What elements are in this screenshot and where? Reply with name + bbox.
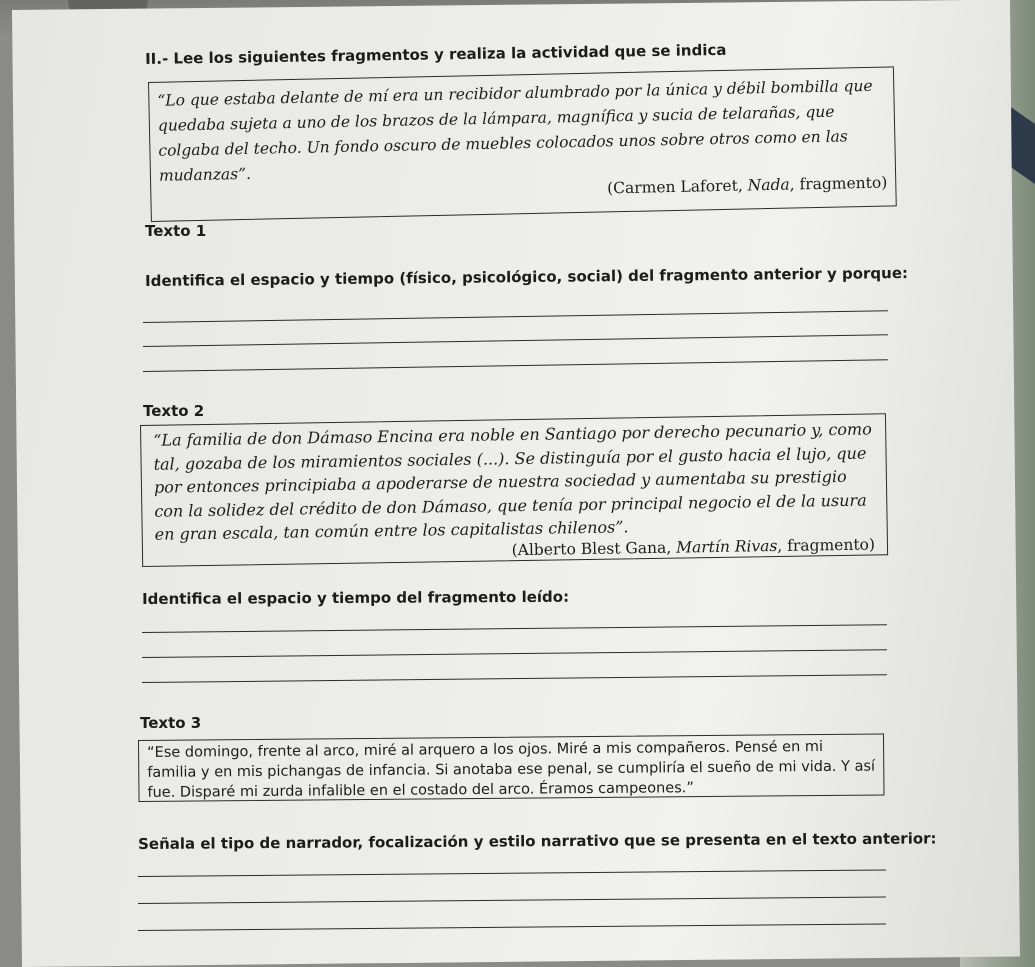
text3-question: Señala el tipo de narrador, focalización y estilo narrativo que se presenta en el texto anterior: [138, 829, 937, 853]
answer-line[interactable] [143, 334, 888, 347]
answer-line[interactable] [142, 624, 887, 633]
answer-line[interactable] [143, 310, 888, 323]
text3-label: Texto 3 [140, 714, 202, 732]
text2-question: Identifica el espacio y tiempo del fragmento leído: [142, 587, 570, 608]
text2-box [140, 413, 888, 567]
text1-body: “Lo que estaba delante de mí era un recibidor alumbrado por la única y débil bombilla que quedaba sujeta a uno de los brazos de la lámpara, magnífica y sucia de telarañas, que colgaba del techo. Un fondo oscuro de muebles colocados unos sobre otros como en las mudanzas”. [157, 76, 873, 185]
text1-label: Texto 1 [145, 222, 207, 240]
answer-line[interactable] [138, 896, 886, 904]
text3-box [138, 733, 885, 802]
text3-body: “Ese domingo, frente al arco, miré al arquero a los ojos. Miré a mis compañeros. Pensé en mi familia y en mis pichangas de infancia. Si anotaba ese penal, se cumpliría el sueño de mi vida. Y así fue. Disparé mi zurda infalible en el costado del arco. Éramos campeones.” [147, 739, 876, 801]
text1-question: Identifica el espacio y tiempo (físico, psicológico, social) del fragmento anterior y porque: [145, 264, 909, 290]
text2-body: “La familia de don Dámaso Encina era noble en Santiago por derecho pecunario y, como tal, gozaba de los miramientos sociales (...). Se distinguía por el gusto hacia el lujo, que por entonces principiaba a apoderarse de nuestra sociedad y aumentaba su prestigio con la solidez del crédito de don Dámaso, que tenía por principal negocio el de la usura en gran escala, tan común entre los capitalistas chilenos”. [153, 419, 872, 544]
answer-line[interactable] [138, 869, 886, 877]
answer-line[interactable] [142, 674, 887, 683]
text1-citation: (Carmen Laforet, Nada, fragmento) [606, 173, 888, 198]
answer-line[interactable] [142, 649, 887, 658]
text1-box [148, 66, 897, 222]
section-heading: II.- Lee los siguientes fragmentos y realiza la actividad que se indica [145, 40, 727, 68]
answer-line[interactable] [138, 923, 886, 931]
text2-citation: (Alberto Blest Gana, Martín Rivas, fragmento) [511, 534, 876, 559]
answer-line[interactable] [143, 359, 888, 372]
text2-label: Texto 2 [143, 402, 205, 420]
